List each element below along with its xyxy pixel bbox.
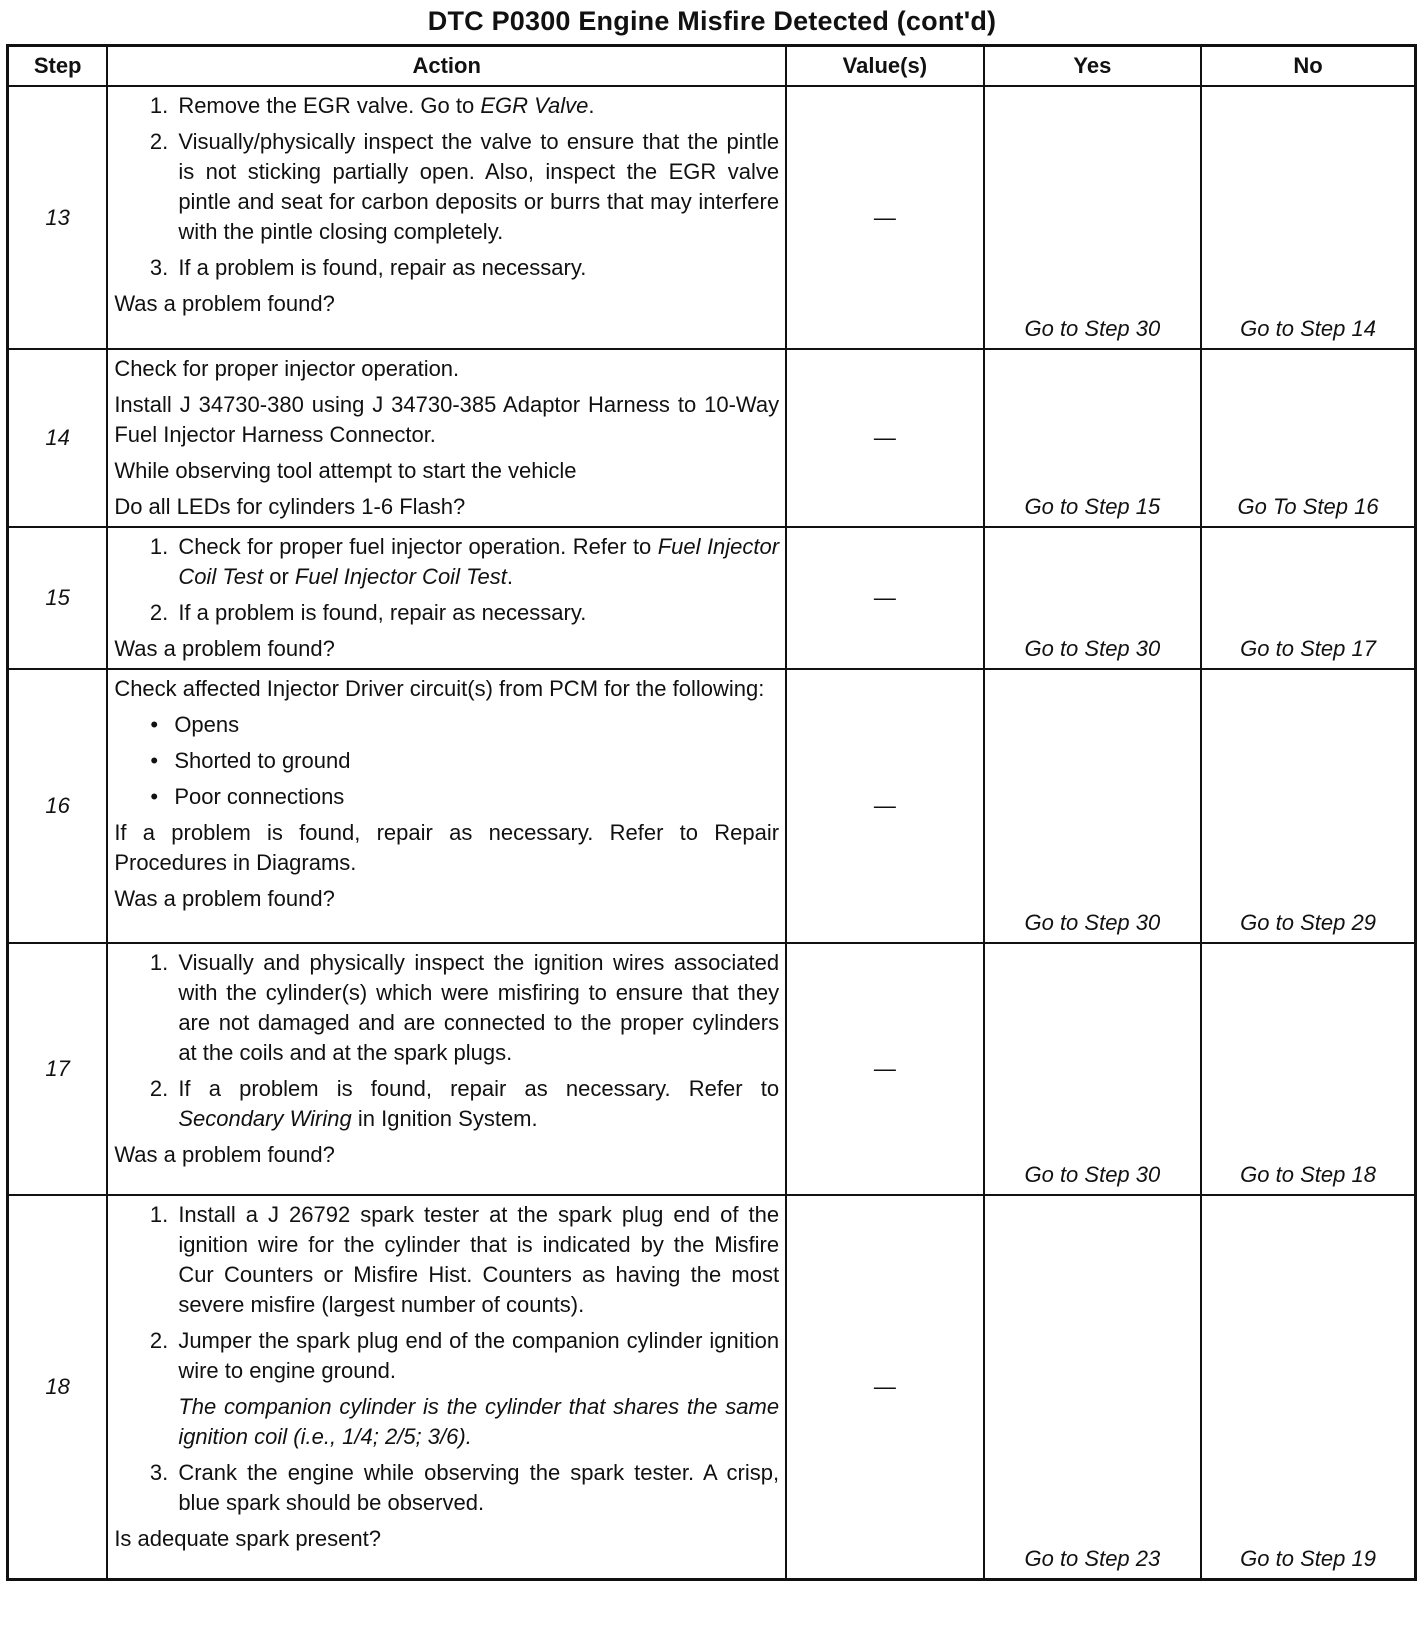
action-step-item: 1. Visually and physically inspect the ignition wires associated with the cylinder(s) which were misfiring to ensure that they are not damaged and are connected to the proper cylinders at the coils and at the spark plugs. (174, 948, 779, 1068)
action-steps (114, 532, 779, 628)
action-cell (107, 349, 786, 527)
header-yes: Yes (984, 46, 1202, 87)
action-step-item: 2. Visually/physically inspect the valve to ensure that the pintle is not sticking partially open. Also, inspect the EGR valve pintle and seat for carbon deposits or burrs that may interfere with the pintle closing completely. (174, 127, 779, 247)
bullet-icon: • (150, 712, 159, 737)
table-row-step-14 (8, 349, 1416, 527)
step-number: 13 (8, 86, 108, 349)
action-cell (107, 1195, 786, 1579)
action-steps (114, 948, 779, 1134)
action-question: Was a problem found? (114, 636, 335, 661)
action-step-item: 2. If a problem is found, repair as necessary. (174, 598, 779, 628)
action-step-item: 1. Install a J 26792 spark tester at the spark plug end of the ignition wire for the cylinder that is indicated by the Misfire Cur Counters or Misfire Hist. Counters as having the most severe misfire (largest number of counts). (174, 1200, 779, 1320)
header-row (8, 46, 1416, 87)
action-step-item: 2. Jumper the spark plug end of the companion cylinder ignition wire to engine ground. The companion cylinder is the cylinder that shares the same ignition coil (i.e., 1/4; 2/5; 3/6). (174, 1326, 779, 1452)
yes-link: Go to Step 15 (984, 349, 1202, 527)
action-question: Do all LEDs for cylinders 1-6 Flash? (114, 494, 466, 519)
action-question: Was a problem found? (114, 886, 335, 911)
yes-link: Go to Step 30 (984, 86, 1202, 349)
value-cell: — (786, 943, 984, 1195)
header-action: Action (107, 46, 786, 87)
action-line: Check for proper injector operation. (114, 356, 460, 381)
action-steps (114, 91, 779, 283)
action-line: Install J 34730-380 using J 34730-385 Adaptor Harness to 10-Way Fuel Injector Harness Connector. (114, 392, 780, 447)
table-row-step-18 (8, 1195, 1416, 1579)
header-step: Step (8, 46, 108, 87)
action-line: Check affected Injector Driver circuit(s) from PCM for the following: (114, 676, 765, 701)
yes-link: Go to Step 30 (984, 669, 1202, 943)
value-cell: — (786, 349, 984, 527)
bullet-icon: • (150, 784, 159, 809)
table-row-step-16 (8, 669, 1416, 943)
action-step-item: 1. Remove the EGR valve. Go to EGR Valve. (174, 91, 779, 121)
table-row-step-17 (8, 943, 1416, 1195)
step-number: 15 (8, 527, 108, 669)
no-link: Go To Step 16 (1201, 349, 1415, 527)
header-values: Value(s) (786, 46, 984, 87)
action-step-item: 2. If a problem is found, repair as necessary. Refer to Secondary Wiring in Ignition System. (174, 1074, 779, 1134)
page-title: DTC P0300 Engine Misfire Detected (cont'd) (427, 6, 997, 36)
action-steps (114, 1200, 779, 1518)
no-link: Go to Step 19 (1201, 1195, 1415, 1579)
yes-link: Go to Step 30 (984, 943, 1202, 1195)
value-cell: — (786, 1195, 984, 1579)
list-item: • Shorted to ground (174, 746, 779, 776)
action-step-item: 3. Crank the engine while observing the spark tester. A crisp, blue spark should be observed. (174, 1458, 779, 1518)
diagnostic-table (6, 44, 1417, 1581)
step-number: 17 (8, 943, 108, 1195)
action-cell (107, 86, 786, 349)
value-cell: — (786, 527, 984, 669)
bullet-list (114, 710, 779, 812)
no-link: Go to Step 14 (1201, 86, 1415, 349)
table-row-step-15 (8, 527, 1416, 669)
action-note: The companion cylinder is the cylinder that shares the same ignition coil (i.e., 1/4; 2/5; 3/6). (178, 1394, 780, 1449)
action-question: Was a problem found? (114, 1142, 335, 1167)
action-cell (107, 943, 786, 1195)
yes-link: Go to Step 30 (984, 527, 1202, 669)
step-number: 14 (8, 349, 108, 527)
value-cell: — (786, 86, 984, 349)
action-step-item: 3. If a problem is found, repair as necessary. (174, 253, 779, 283)
action-cell (107, 527, 786, 669)
action-cell (107, 669, 786, 943)
value-cell: — (786, 669, 984, 943)
no-link: Go to Step 17 (1201, 527, 1415, 669)
list-item: • Poor connections (174, 782, 779, 812)
step-number: 16 (8, 669, 108, 943)
action-question: Is adequate spark present? (114, 1526, 381, 1551)
bullet-icon: • (150, 748, 159, 773)
no-link: Go to Step 18 (1201, 943, 1415, 1195)
yes-link: Go to Step 23 (984, 1195, 1202, 1579)
step-number: 18 (8, 1195, 108, 1579)
table-row-step-13 (8, 86, 1416, 349)
action-line: While observing tool attempt to start the vehicle (114, 458, 577, 483)
no-link: Go to Step 29 (1201, 669, 1415, 943)
action-step-item: 1. Check for proper fuel injector operation. Refer to Fuel Injector Coil Test or Fuel Injector Coil Test. (174, 532, 779, 592)
action-line: If a problem is found, repair as necessary. Refer to Repair Procedures in Diagrams. (114, 820, 780, 875)
list-item: • Opens (174, 710, 779, 740)
action-question: Was a problem found? (114, 291, 335, 316)
header-no: No (1201, 46, 1415, 87)
